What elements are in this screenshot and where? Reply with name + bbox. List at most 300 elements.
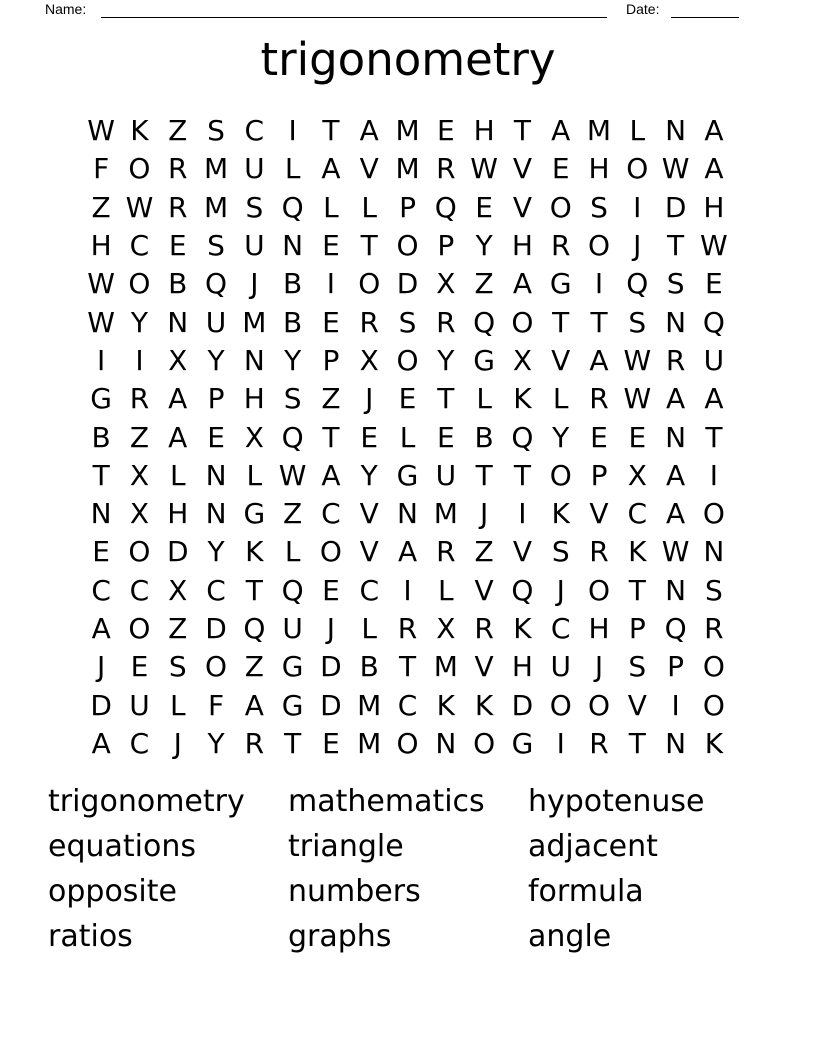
grid-letter: L xyxy=(361,190,378,224)
grid-letter: D xyxy=(320,688,342,722)
grid-letter: I xyxy=(709,458,719,492)
grid-letter: V xyxy=(359,152,379,186)
grid-letter: E xyxy=(628,420,647,454)
grid-letter: P xyxy=(322,343,340,377)
grid-letter: R xyxy=(436,305,456,339)
grid-letter: X xyxy=(512,343,532,377)
grid-letter: O xyxy=(549,458,572,492)
grid-letter: Y xyxy=(207,535,225,569)
grid-letter: Q xyxy=(702,305,725,339)
grid-letter: A xyxy=(321,152,341,186)
grid-letter: I xyxy=(556,726,565,760)
grid-letter: D xyxy=(511,688,534,722)
grid-letter: J xyxy=(250,267,259,301)
name-blank-line xyxy=(101,17,607,18)
grid-letter: N xyxy=(397,497,418,531)
grid-letter: Q xyxy=(434,190,457,224)
grid-letter: E xyxy=(168,229,187,263)
grid-letter: R xyxy=(244,726,265,760)
word-list-item: hypotenuse xyxy=(528,784,705,819)
grid-letter: Z xyxy=(91,190,111,224)
grid-letter: X xyxy=(168,573,188,607)
grid-letter: S xyxy=(628,650,647,684)
grid-letter: X xyxy=(168,343,188,377)
grid-letter: Z xyxy=(321,382,341,416)
grid-letter: A xyxy=(168,420,188,454)
grid-letter: E xyxy=(130,650,149,684)
grid-letter: O xyxy=(396,726,419,760)
grid-letter: I xyxy=(518,497,527,531)
word-list-item: ratios xyxy=(48,919,133,954)
grid-letter: N xyxy=(435,726,457,760)
grid-letter: S xyxy=(666,267,685,301)
grid-letter: O xyxy=(396,343,419,377)
grid-letter: D xyxy=(205,612,227,645)
word-list-column xyxy=(48,779,288,959)
grid-letter: V xyxy=(474,650,494,684)
grid-letter: C xyxy=(91,573,111,607)
grid-letter: Z xyxy=(168,612,188,645)
grid-letter: O xyxy=(128,152,151,186)
grid-letter: C xyxy=(244,114,265,148)
grid-letter: B xyxy=(283,267,303,301)
grid-letter: K xyxy=(436,688,455,722)
grid-letter: M xyxy=(433,497,458,531)
grid-letter: T xyxy=(475,458,493,492)
grid-letter: K xyxy=(628,535,647,569)
date-blank-line xyxy=(671,17,739,18)
word-list-item: angle xyxy=(528,919,612,954)
grid-letter: T xyxy=(437,382,455,416)
grid-letter: O xyxy=(473,726,496,760)
grid-letter: E xyxy=(322,573,340,607)
grid-letter: O xyxy=(549,688,572,722)
grid-letter: Y xyxy=(207,726,225,760)
grid-letter: N xyxy=(90,497,112,531)
grid-letter: O xyxy=(128,535,151,569)
grid-letter: W xyxy=(661,152,690,186)
grid-letter: U xyxy=(244,229,265,263)
grid-letter: N xyxy=(205,458,227,492)
grid-letter: R xyxy=(589,535,609,569)
grid-letter: K xyxy=(245,535,264,569)
grid-letter: U xyxy=(703,343,725,377)
grid-letter: N xyxy=(665,726,687,760)
grid-letter: O xyxy=(511,305,534,339)
grid-letter: Y xyxy=(552,420,570,454)
grid-letter: T xyxy=(552,305,570,339)
grid-letter: N xyxy=(665,305,687,339)
grid-letter: U xyxy=(129,688,150,722)
word-list-item: triangle xyxy=(288,829,404,864)
grid-letter: S xyxy=(207,229,225,263)
grid-letter: Y xyxy=(475,229,493,263)
word-list-item: formula xyxy=(528,874,644,909)
grid-letter: E xyxy=(322,305,340,339)
grid-letter: L xyxy=(284,152,301,186)
grid-letter: N xyxy=(167,305,189,339)
grid-letter: V xyxy=(512,535,532,569)
grid-letter: D xyxy=(664,190,687,224)
grid-letter: L xyxy=(169,688,186,722)
grid-letter: Y xyxy=(360,458,378,492)
grid-letter: F xyxy=(93,152,110,186)
grid-letter: J xyxy=(556,573,565,607)
grid-letter: G xyxy=(281,688,304,722)
grid-letter: C xyxy=(129,573,150,607)
grid-letter: M xyxy=(586,114,612,148)
grid-letter: G xyxy=(396,458,419,492)
grid-letter: V xyxy=(359,497,379,531)
grid-letter: J xyxy=(633,229,642,263)
name-label: Name: xyxy=(45,1,87,17)
grid-letter: I xyxy=(288,114,297,148)
grid-letter: K xyxy=(513,382,532,416)
grid-letter: T xyxy=(398,650,417,684)
grid-letter: T xyxy=(513,114,531,148)
grid-letter: J xyxy=(326,612,336,645)
grid-letter: X xyxy=(129,458,150,492)
grid-letter: T xyxy=(705,420,723,454)
grid-letter: H xyxy=(511,650,533,684)
grid-letter: G xyxy=(281,650,304,684)
grid-letter: N xyxy=(282,229,304,263)
grid-letter: Z xyxy=(244,650,264,684)
grid-letter: N xyxy=(703,535,725,569)
grid-letter: R xyxy=(589,726,609,760)
grid-letter: U xyxy=(282,612,303,645)
grid-letter: R xyxy=(397,612,418,645)
grid-letter: E xyxy=(590,420,608,454)
grid-letter: O xyxy=(128,612,151,645)
grid-letter: Q xyxy=(511,573,534,607)
grid-letter: T xyxy=(667,229,685,263)
grid-letter: I xyxy=(403,573,412,607)
grid-letter: M xyxy=(395,152,420,186)
grid-letter: L xyxy=(552,382,569,416)
grid-letter: T xyxy=(322,114,340,148)
grid-letter: O xyxy=(319,535,342,569)
grid-letter: E xyxy=(92,535,110,569)
grid-letter: Q xyxy=(281,573,304,607)
grid-letter: H xyxy=(588,612,610,645)
grid-letter: A xyxy=(666,458,686,492)
grid-letter: T xyxy=(590,305,608,339)
grid-letter: Y xyxy=(207,343,225,377)
grid-letter: A xyxy=(704,114,724,148)
grid-letter: B xyxy=(283,305,303,339)
grid-letter: D xyxy=(90,688,112,722)
grid-letter: A xyxy=(512,267,532,301)
grid-letter: R xyxy=(550,229,571,263)
grid-letter: O xyxy=(358,267,381,301)
grid-letter: T xyxy=(245,573,263,607)
grid-letter: C xyxy=(627,497,648,531)
grid-letter: K xyxy=(551,497,570,531)
grid-letter: R xyxy=(665,343,686,377)
grid-letter: S xyxy=(168,650,187,684)
grid-letter: Z xyxy=(283,497,303,531)
grid-letter: L xyxy=(476,382,492,416)
grid-letter: P xyxy=(399,190,416,224)
grid-letter: T xyxy=(284,726,302,760)
grid-letter: P xyxy=(667,650,685,684)
grid-letter: I xyxy=(97,343,106,377)
grid-letter: O xyxy=(549,190,572,224)
word-list-item: equations xyxy=(48,829,196,864)
grid-letter: N xyxy=(243,343,265,377)
grid-letter: N xyxy=(205,497,227,531)
grid-letter: S xyxy=(283,382,302,416)
grid-letter: Q xyxy=(205,267,228,301)
grid-letter: P xyxy=(590,458,608,492)
grid-letter: Z xyxy=(129,420,150,454)
grid-letter: X xyxy=(627,458,647,492)
grid-letter: A xyxy=(91,612,111,645)
grid-letter: W xyxy=(700,229,728,263)
grid-letter: M xyxy=(203,190,229,224)
word-list-item: opposite xyxy=(48,874,177,909)
grid-letter: E xyxy=(322,726,340,760)
grid-letter: W xyxy=(87,267,115,301)
grid-letter: T xyxy=(628,726,646,760)
grid-letter: D xyxy=(320,650,342,684)
grid-letter: G xyxy=(549,267,572,301)
grid-letter: K xyxy=(704,726,724,760)
grid-letter: S xyxy=(398,305,417,339)
grid-letter: T xyxy=(92,458,110,492)
grid-letter: E xyxy=(436,420,455,454)
grid-letter: J xyxy=(365,382,374,416)
word-list-item: trigonometry xyxy=(48,784,245,819)
grid-letter: O xyxy=(396,229,419,263)
grid-letter: V xyxy=(589,497,609,531)
grid-letter: Q xyxy=(626,267,649,301)
grid-letter: R xyxy=(168,152,188,186)
grid-letter: H xyxy=(243,382,265,416)
grid-letter: T xyxy=(513,458,531,492)
grid-letter: R xyxy=(168,190,188,224)
grid-letter: L xyxy=(284,535,301,569)
grid-letter: X xyxy=(129,497,150,531)
word-list-item: graphs xyxy=(288,919,392,954)
grid-letter: N xyxy=(665,420,687,454)
grid-letter: A xyxy=(666,497,686,531)
grid-letter: I xyxy=(135,343,144,377)
grid-letter: R xyxy=(704,612,724,645)
grid-letter: C xyxy=(397,688,418,722)
grid-letter: S xyxy=(628,305,647,339)
grid-letter: O xyxy=(587,688,611,722)
grid-letter: L xyxy=(438,573,454,607)
grid-letter: T xyxy=(322,420,340,454)
grid-letter: L xyxy=(361,612,378,645)
grid-letter: A xyxy=(168,382,188,416)
grid-letter: O xyxy=(587,229,611,263)
grid-letter: H xyxy=(588,152,610,186)
grid-letter: S xyxy=(590,190,608,224)
grid-letter: H xyxy=(511,229,533,263)
grid-letter: J xyxy=(479,497,489,531)
grid-letter: H xyxy=(90,229,112,263)
grid-letter: F xyxy=(207,688,225,722)
grid-letter: A xyxy=(704,152,724,186)
grid-letter: X xyxy=(244,420,264,454)
grid-letter: Y xyxy=(437,343,455,377)
grid-letter: A xyxy=(666,382,686,416)
grid-letter: P xyxy=(437,229,455,263)
grid-letter: E xyxy=(360,420,379,454)
grid-letter: E xyxy=(207,420,225,454)
grid-letter: M xyxy=(357,726,382,760)
grid-letter: Q xyxy=(511,420,534,454)
grid-letter: V xyxy=(551,343,571,377)
grid-letter: Q xyxy=(243,612,266,645)
grid-letter: Q xyxy=(664,612,687,645)
grid-letter: K xyxy=(130,114,149,148)
grid-letter: E xyxy=(475,190,493,224)
grid-letter: E xyxy=(436,114,455,148)
date-label: Date: xyxy=(626,1,660,17)
grid-letter: E xyxy=(398,382,417,416)
grid-letter: U xyxy=(550,650,571,684)
grid-letter: V xyxy=(627,688,647,722)
grid-letter: L xyxy=(246,458,263,492)
grid-letter: I xyxy=(633,190,642,224)
word-list-item: adjacent xyxy=(528,829,658,864)
grid-letter: N xyxy=(665,573,687,607)
grid-letter: I xyxy=(671,688,680,722)
grid-letter: A xyxy=(704,382,724,416)
grid-letter: T xyxy=(628,573,646,607)
grid-letter: U xyxy=(244,152,265,186)
grid-letter: A xyxy=(397,535,418,569)
grid-letter: S xyxy=(551,535,570,569)
grid-letter: K xyxy=(474,688,494,722)
grid-letter: A xyxy=(321,458,341,492)
grid-letter: M xyxy=(242,305,267,339)
grid-letter: M xyxy=(203,152,229,186)
grid-letter: B xyxy=(359,650,379,684)
grid-letter: G xyxy=(90,382,112,416)
grid-letter: J xyxy=(97,650,106,684)
grid-letter: Z xyxy=(474,535,494,569)
grid-letter: Q xyxy=(473,305,496,339)
grid-letter: R xyxy=(436,535,456,569)
grid-letter: A xyxy=(551,114,571,148)
grid-letter: E xyxy=(322,229,340,263)
grid-letter: J xyxy=(173,726,182,760)
grid-letter: B xyxy=(474,420,494,454)
grid-letter: A xyxy=(589,343,609,377)
grid-letter: R xyxy=(474,612,494,645)
grid-letter: J xyxy=(594,650,604,684)
letter-grid xyxy=(82,112,733,763)
grid-letter: A xyxy=(244,688,264,722)
grid-letter: O xyxy=(626,152,649,186)
grid-letter: Y xyxy=(130,305,148,339)
grid-letter: L xyxy=(399,420,416,454)
grid-letter: C xyxy=(321,497,341,531)
grid-letter: U xyxy=(205,305,227,339)
grid-letter: X xyxy=(436,612,456,645)
grid-letter: V xyxy=(359,535,379,569)
grid-letter: C xyxy=(550,612,571,645)
word-list-item: numbers xyxy=(288,874,421,909)
grid-letter: E xyxy=(705,267,723,301)
grid-letter: L xyxy=(323,190,339,224)
grid-letter: D xyxy=(396,267,419,301)
grid-letter: W xyxy=(87,114,115,148)
grid-letter: V xyxy=(512,152,532,186)
grid-letter: H xyxy=(703,190,725,224)
grid-letter: Z xyxy=(474,267,494,301)
grid-letter: T xyxy=(360,229,378,263)
grid-letter: M xyxy=(357,688,382,722)
word-list-column xyxy=(528,779,768,959)
grid-letter: X xyxy=(436,267,456,301)
grid-letter: C xyxy=(359,573,379,607)
grid-letter: P xyxy=(628,612,646,645)
grid-letter: N xyxy=(665,114,687,148)
grid-letter: O xyxy=(702,497,725,531)
grid-letter: B xyxy=(91,420,111,454)
grid-letter: Y xyxy=(284,343,302,377)
grid-letter: R xyxy=(359,305,379,339)
grid-letter: D xyxy=(166,535,189,569)
grid-letter: G xyxy=(473,343,495,377)
grid-letter: B xyxy=(168,267,188,301)
grid-letter: V xyxy=(512,190,532,224)
grid-letter: C xyxy=(129,229,150,263)
grid-letter: M xyxy=(433,650,458,684)
grid-letter: O xyxy=(702,650,725,684)
word-list-column xyxy=(288,779,528,959)
grid-letter: K xyxy=(513,612,532,645)
grid-letter: S xyxy=(245,190,264,224)
grid-letter: W xyxy=(278,458,307,492)
grid-letter: S xyxy=(207,114,225,148)
grid-letter: E xyxy=(551,152,570,186)
grid-letter: W xyxy=(623,343,652,377)
grid-letter: S xyxy=(705,573,723,607)
grid-letter: A xyxy=(91,726,111,760)
grid-letter: W xyxy=(125,190,154,224)
grid-letter: I xyxy=(326,267,336,301)
grid-letter: W xyxy=(623,382,652,416)
grid-letter: W xyxy=(661,535,690,569)
grid-letter: P xyxy=(207,382,225,416)
grid-letter: Q xyxy=(281,190,304,224)
word-list-item: mathematics xyxy=(288,784,485,819)
grid-letter: W xyxy=(470,152,498,186)
word-list xyxy=(48,779,768,959)
grid-letter: Q xyxy=(281,420,304,454)
grid-letter: L xyxy=(169,458,186,492)
grid-letter: W xyxy=(87,305,115,339)
grid-letter: R xyxy=(589,382,609,416)
puzzle-title: trigonometry xyxy=(260,33,556,86)
grid-letter: O xyxy=(128,267,151,301)
grid-letter: C xyxy=(206,573,226,607)
grid-letter: V xyxy=(474,573,494,607)
grid-letter: O xyxy=(587,573,611,607)
grid-letter: M xyxy=(395,114,420,148)
grid-letter: O xyxy=(205,650,228,684)
grid-letter: U xyxy=(435,458,457,492)
grid-letter: G xyxy=(243,497,266,531)
grid-letter: A xyxy=(359,114,379,148)
